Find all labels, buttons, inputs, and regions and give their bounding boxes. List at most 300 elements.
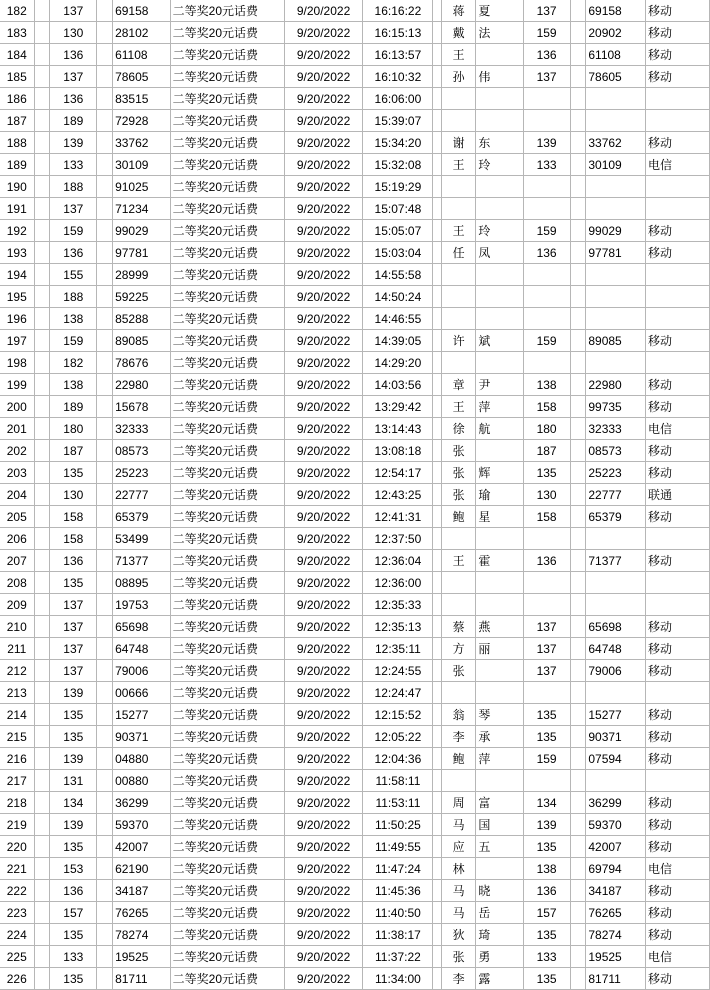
given-name-cell[interactable]: 凤: [476, 242, 523, 264]
suffix2-cell[interactable]: 61108: [586, 44, 646, 66]
table-row[interactable]: [0, 858, 710, 880]
row-header-cell[interactable]: 186: [0, 88, 34, 110]
suffix-cell[interactable]: 33762: [113, 132, 171, 154]
surname-cell[interactable]: 周: [441, 792, 476, 814]
prize-cell[interactable]: 二等奖20元话费: [170, 22, 284, 44]
time-cell[interactable]: 13:08:18: [363, 440, 433, 462]
time-cell[interactable]: 12:43:25: [363, 484, 433, 506]
given-name-cell[interactable]: 尹: [476, 374, 523, 396]
prefix-cell[interactable]: 182: [50, 352, 97, 374]
prefix2-cell[interactable]: 138: [523, 858, 570, 880]
suffix2-cell[interactable]: 71377: [586, 550, 646, 572]
prefix-cell[interactable]: 138: [50, 308, 97, 330]
time-cell[interactable]: 12:35:11: [363, 638, 433, 660]
prefix2-cell[interactable]: 130: [523, 484, 570, 506]
table-row[interactable]: [0, 594, 710, 616]
prefix2-cell[interactable]: 133: [523, 946, 570, 968]
suffix2-cell[interactable]: 64748: [586, 638, 646, 660]
carrier-cell[interactable]: [646, 198, 710, 220]
date-cell[interactable]: 9/20/2022: [284, 968, 363, 990]
prize-cell[interactable]: 二等奖20元话费: [170, 704, 284, 726]
prefix2-cell[interactable]: 158: [523, 506, 570, 528]
suffix2-cell[interactable]: 76265: [586, 902, 646, 924]
prefix-cell[interactable]: 136: [50, 550, 97, 572]
table-row[interactable]: [0, 264, 710, 286]
date-cell[interactable]: 9/20/2022: [284, 396, 363, 418]
carrier-cell[interactable]: 移动: [646, 968, 710, 990]
date-cell[interactable]: 9/20/2022: [284, 770, 363, 792]
suffix2-cell[interactable]: 32333: [586, 418, 646, 440]
surname-cell[interactable]: 徐: [441, 418, 476, 440]
prize-cell[interactable]: 二等奖20元话费: [170, 176, 284, 198]
given-name-cell[interactable]: [476, 88, 523, 110]
given-name-cell[interactable]: 玲: [476, 220, 523, 242]
date-cell[interactable]: 9/20/2022: [284, 330, 363, 352]
row-header-cell[interactable]: 192: [0, 220, 34, 242]
prefix-cell[interactable]: 136: [50, 880, 97, 902]
prefix-cell[interactable]: 136: [50, 44, 97, 66]
time-cell[interactable]: 11:34:00: [363, 968, 433, 990]
prefix-cell[interactable]: 134: [50, 792, 97, 814]
carrier-cell[interactable]: 联通: [646, 484, 710, 506]
date-cell[interactable]: 9/20/2022: [284, 176, 363, 198]
table-row[interactable]: [0, 440, 710, 462]
given-name-cell[interactable]: [476, 308, 523, 330]
prefix-cell[interactable]: 137: [50, 198, 97, 220]
time-cell[interactable]: 12:24:47: [363, 682, 433, 704]
suffix2-cell[interactable]: [586, 176, 646, 198]
surname-cell[interactable]: [441, 198, 476, 220]
table-row[interactable]: [0, 572, 710, 594]
table-row[interactable]: [0, 726, 710, 748]
suffix-cell[interactable]: 30109: [113, 154, 171, 176]
date-cell[interactable]: 9/20/2022: [284, 264, 363, 286]
suffix-cell[interactable]: 81711: [113, 968, 171, 990]
row-header-cell[interactable]: 203: [0, 462, 34, 484]
carrier-cell[interactable]: 移动: [646, 748, 710, 770]
row-header-cell[interactable]: 205: [0, 506, 34, 528]
suffix2-cell[interactable]: 07594: [586, 748, 646, 770]
time-cell[interactable]: 14:50:24: [363, 286, 433, 308]
prefix2-cell[interactable]: [523, 528, 570, 550]
suffix2-cell[interactable]: 78605: [586, 66, 646, 88]
suffix2-cell[interactable]: [586, 264, 646, 286]
prize-cell[interactable]: 二等奖20元话费: [170, 814, 284, 836]
table-row[interactable]: [0, 968, 710, 990]
suffix2-cell[interactable]: 99029: [586, 220, 646, 242]
surname-cell[interactable]: 章: [441, 374, 476, 396]
carrier-cell[interactable]: [646, 770, 710, 792]
given-name-cell[interactable]: [476, 440, 523, 462]
surname-cell[interactable]: [441, 264, 476, 286]
row-header-cell[interactable]: 209: [0, 594, 34, 616]
given-name-cell[interactable]: [476, 528, 523, 550]
row-header-cell[interactable]: 200: [0, 396, 34, 418]
carrier-cell[interactable]: [646, 308, 710, 330]
surname-cell[interactable]: 林: [441, 858, 476, 880]
table-row[interactable]: [0, 880, 710, 902]
time-cell[interactable]: 12:37:50: [363, 528, 433, 550]
prize-cell[interactable]: 二等奖20元话费: [170, 858, 284, 880]
given-name-cell[interactable]: 斌: [476, 330, 523, 352]
date-cell[interactable]: 9/20/2022: [284, 22, 363, 44]
table-row[interactable]: [0, 660, 710, 682]
surname-cell[interactable]: 王: [441, 396, 476, 418]
row-header-cell[interactable]: 195: [0, 286, 34, 308]
suffix2-cell[interactable]: [586, 286, 646, 308]
suffix2-cell[interactable]: [586, 682, 646, 704]
row-header-cell[interactable]: 201: [0, 418, 34, 440]
given-name-cell[interactable]: 露: [476, 968, 523, 990]
table-row[interactable]: [0, 616, 710, 638]
table-row[interactable]: [0, 418, 710, 440]
suffix2-cell[interactable]: 08573: [586, 440, 646, 462]
row-header-cell[interactable]: 184: [0, 44, 34, 66]
prize-cell[interactable]: 二等奖20元话费: [170, 88, 284, 110]
prefix2-cell[interactable]: 135: [523, 836, 570, 858]
suffix-cell[interactable]: 15678: [113, 396, 171, 418]
prefix2-cell[interactable]: [523, 176, 570, 198]
carrier-cell[interactable]: [646, 682, 710, 704]
suffix-cell[interactable]: 91025: [113, 176, 171, 198]
table-row[interactable]: [0, 704, 710, 726]
given-name-cell[interactable]: 萍: [476, 748, 523, 770]
time-cell[interactable]: 16:16:22: [363, 0, 433, 22]
row-header-cell[interactable]: 208: [0, 572, 34, 594]
prefix2-cell[interactable]: 139: [523, 132, 570, 154]
prefix2-cell[interactable]: 137: [523, 660, 570, 682]
prefix-cell[interactable]: 139: [50, 748, 97, 770]
given-name-cell[interactable]: [476, 286, 523, 308]
prize-cell[interactable]: 二等奖20元话费: [170, 330, 284, 352]
time-cell[interactable]: 12:04:36: [363, 748, 433, 770]
surname-cell[interactable]: 应: [441, 836, 476, 858]
prize-cell[interactable]: 二等奖20元话费: [170, 352, 284, 374]
suffix2-cell[interactable]: 89085: [586, 330, 646, 352]
table-row[interactable]: [0, 132, 710, 154]
carrier-cell[interactable]: 电信: [646, 418, 710, 440]
suffix-cell[interactable]: 78676: [113, 352, 171, 374]
date-cell[interactable]: 9/20/2022: [284, 682, 363, 704]
prize-cell[interactable]: 二等奖20元话费: [170, 154, 284, 176]
prefix2-cell[interactable]: [523, 264, 570, 286]
prefix-cell[interactable]: 158: [50, 506, 97, 528]
prefix2-cell[interactable]: 137: [523, 638, 570, 660]
date-cell[interactable]: 9/20/2022: [284, 572, 363, 594]
prefix2-cell[interactable]: 159: [523, 330, 570, 352]
table-row[interactable]: [0, 462, 710, 484]
prefix-cell[interactable]: 139: [50, 814, 97, 836]
suffix2-cell[interactable]: 34187: [586, 880, 646, 902]
time-cell[interactable]: 14:46:55: [363, 308, 433, 330]
prefix-cell[interactable]: 189: [50, 110, 97, 132]
prefix2-cell[interactable]: [523, 352, 570, 374]
given-name-cell[interactable]: [476, 264, 523, 286]
table-row[interactable]: [0, 902, 710, 924]
surname-cell[interactable]: [441, 110, 476, 132]
date-cell[interactable]: 9/20/2022: [284, 88, 363, 110]
prefix2-cell[interactable]: 136: [523, 880, 570, 902]
given-name-cell[interactable]: 夏: [476, 0, 523, 22]
prefix2-cell[interactable]: 137: [523, 616, 570, 638]
prize-cell[interactable]: 二等奖20元话费: [170, 462, 284, 484]
prefix-cell[interactable]: 180: [50, 418, 97, 440]
date-cell[interactable]: 9/20/2022: [284, 528, 363, 550]
given-name-cell[interactable]: 伟: [476, 66, 523, 88]
prefix-cell[interactable]: 188: [50, 176, 97, 198]
given-name-cell[interactable]: [476, 660, 523, 682]
row-header-cell[interactable]: 188: [0, 132, 34, 154]
suffix-cell[interactable]: 19753: [113, 594, 171, 616]
surname-cell[interactable]: [441, 308, 476, 330]
prefix-cell[interactable]: 135: [50, 462, 97, 484]
suffix-cell[interactable]: 64748: [113, 638, 171, 660]
date-cell[interactable]: 9/20/2022: [284, 132, 363, 154]
table-row[interactable]: [0, 638, 710, 660]
prize-cell[interactable]: 二等奖20元话费: [170, 594, 284, 616]
prefix-cell[interactable]: 135: [50, 924, 97, 946]
suffix-cell[interactable]: 65698: [113, 616, 171, 638]
given-name-cell[interactable]: 东: [476, 132, 523, 154]
table-row[interactable]: [0, 528, 710, 550]
prize-cell[interactable]: 二等奖20元话费: [170, 946, 284, 968]
prefix2-cell[interactable]: [523, 308, 570, 330]
suffix2-cell[interactable]: 22777: [586, 484, 646, 506]
prefix-cell[interactable]: 131: [50, 770, 97, 792]
suffix-cell[interactable]: 34187: [113, 880, 171, 902]
prefix2-cell[interactable]: [523, 594, 570, 616]
row-header-cell[interactable]: 207: [0, 550, 34, 572]
suffix-cell[interactable]: 71234: [113, 198, 171, 220]
carrier-cell[interactable]: 移动: [646, 660, 710, 682]
suffix2-cell[interactable]: 69158: [586, 0, 646, 22]
table-row[interactable]: [0, 220, 710, 242]
date-cell[interactable]: 9/20/2022: [284, 418, 363, 440]
prize-cell[interactable]: 二等奖20元话费: [170, 132, 284, 154]
row-header-cell[interactable]: 190: [0, 176, 34, 198]
carrier-cell[interactable]: 移动: [646, 0, 710, 22]
date-cell[interactable]: 9/20/2022: [284, 484, 363, 506]
table-row[interactable]: [0, 682, 710, 704]
time-cell[interactable]: 16:13:57: [363, 44, 433, 66]
surname-cell[interactable]: 鲍: [441, 748, 476, 770]
prefix2-cell[interactable]: 158: [523, 396, 570, 418]
surname-cell[interactable]: [441, 176, 476, 198]
table-row[interactable]: [0, 484, 710, 506]
prefix2-cell[interactable]: 136: [523, 44, 570, 66]
suffix-cell[interactable]: 85288: [113, 308, 171, 330]
suffix2-cell[interactable]: 20902: [586, 22, 646, 44]
prize-cell[interactable]: 二等奖20元话费: [170, 792, 284, 814]
date-cell[interactable]: 9/20/2022: [284, 836, 363, 858]
suffix2-cell[interactable]: 36299: [586, 792, 646, 814]
row-header-cell[interactable]: 204: [0, 484, 34, 506]
suffix-cell[interactable]: 32333: [113, 418, 171, 440]
carrier-cell[interactable]: 移动: [646, 880, 710, 902]
prefix-cell[interactable]: 157: [50, 902, 97, 924]
surname-cell[interactable]: [441, 682, 476, 704]
time-cell[interactable]: 16:15:13: [363, 22, 433, 44]
prize-cell[interactable]: 二等奖20元话费: [170, 528, 284, 550]
table-row[interactable]: [0, 110, 710, 132]
row-header-cell[interactable]: 189: [0, 154, 34, 176]
prefix-cell[interactable]: 159: [50, 330, 97, 352]
prize-cell[interactable]: 二等奖20元话费: [170, 836, 284, 858]
prefix2-cell[interactable]: 133: [523, 154, 570, 176]
carrier-cell[interactable]: 移动: [646, 374, 710, 396]
prefix2-cell[interactable]: [523, 88, 570, 110]
carrier-cell[interactable]: [646, 352, 710, 374]
suffix-cell[interactable]: 42007: [113, 836, 171, 858]
carrier-cell[interactable]: 移动: [646, 66, 710, 88]
suffix2-cell[interactable]: 33762: [586, 132, 646, 154]
prize-cell[interactable]: 二等奖20元话费: [170, 572, 284, 594]
suffix2-cell[interactable]: [586, 770, 646, 792]
prefix-cell[interactable]: 153: [50, 858, 97, 880]
prefix2-cell[interactable]: 159: [523, 748, 570, 770]
time-cell[interactable]: 15:03:04: [363, 242, 433, 264]
table-row[interactable]: [0, 66, 710, 88]
time-cell[interactable]: 14:03:56: [363, 374, 433, 396]
suffix2-cell[interactable]: 19525: [586, 946, 646, 968]
carrier-cell[interactable]: 移动: [646, 638, 710, 660]
surname-cell[interactable]: 方: [441, 638, 476, 660]
prefix-cell[interactable]: 136: [50, 88, 97, 110]
suffix-cell[interactable]: 25223: [113, 462, 171, 484]
suffix2-cell[interactable]: [586, 594, 646, 616]
prefix-cell[interactable]: 158: [50, 528, 97, 550]
table-row[interactable]: [0, 308, 710, 330]
suffix-cell[interactable]: 99029: [113, 220, 171, 242]
prefix2-cell[interactable]: 135: [523, 726, 570, 748]
prefix2-cell[interactable]: [523, 110, 570, 132]
prize-cell[interactable]: 二等奖20元话费: [170, 660, 284, 682]
carrier-cell[interactable]: 移动: [646, 132, 710, 154]
prize-cell[interactable]: 二等奖20元话费: [170, 374, 284, 396]
date-cell[interactable]: 9/20/2022: [284, 814, 363, 836]
date-cell[interactable]: 9/20/2022: [284, 110, 363, 132]
prefix-cell[interactable]: 135: [50, 572, 97, 594]
row-header-cell[interactable]: 199: [0, 374, 34, 396]
row-header-cell[interactable]: 185: [0, 66, 34, 88]
row-header-cell[interactable]: 197: [0, 330, 34, 352]
row-header-cell[interactable]: 213: [0, 682, 34, 704]
prefix2-cell[interactable]: [523, 286, 570, 308]
carrier-cell[interactable]: 电信: [646, 858, 710, 880]
surname-cell[interactable]: 马: [441, 814, 476, 836]
prize-cell[interactable]: 二等奖20元话费: [170, 726, 284, 748]
suffix2-cell[interactable]: [586, 528, 646, 550]
suffix2-cell[interactable]: 22980: [586, 374, 646, 396]
row-header-cell[interactable]: 194: [0, 264, 34, 286]
prefix2-cell[interactable]: 135: [523, 462, 570, 484]
given-name-cell[interactable]: 法: [476, 22, 523, 44]
suffix-cell[interactable]: 15277: [113, 704, 171, 726]
prefix-cell[interactable]: 137: [50, 660, 97, 682]
carrier-cell[interactable]: [646, 528, 710, 550]
carrier-cell[interactable]: 移动: [646, 902, 710, 924]
carrier-cell[interactable]: [646, 264, 710, 286]
given-name-cell[interactable]: 琦: [476, 924, 523, 946]
prize-cell[interactable]: 二等奖20元话费: [170, 880, 284, 902]
suffix2-cell[interactable]: [586, 88, 646, 110]
carrier-cell[interactable]: [646, 594, 710, 616]
prefix2-cell[interactable]: 187: [523, 440, 570, 462]
table-row[interactable]: [0, 748, 710, 770]
date-cell[interactable]: 9/20/2022: [284, 924, 363, 946]
row-header-cell[interactable]: 224: [0, 924, 34, 946]
prize-cell[interactable]: 二等奖20元话费: [170, 0, 284, 22]
prefix-cell[interactable]: 135: [50, 968, 97, 990]
suffix-cell[interactable]: 53499: [113, 528, 171, 550]
row-header-cell[interactable]: 225: [0, 946, 34, 968]
prefix2-cell[interactable]: 136: [523, 550, 570, 572]
prefix2-cell[interactable]: 135: [523, 968, 570, 990]
prize-cell[interactable]: 二等奖20元话费: [170, 44, 284, 66]
prefix-cell[interactable]: 137: [50, 594, 97, 616]
date-cell[interactable]: 9/20/2022: [284, 286, 363, 308]
prefix-cell[interactable]: 137: [50, 638, 97, 660]
row-header-cell[interactable]: 214: [0, 704, 34, 726]
suffix-cell[interactable]: 78605: [113, 66, 171, 88]
surname-cell[interactable]: 戴: [441, 22, 476, 44]
date-cell[interactable]: 9/20/2022: [284, 660, 363, 682]
date-cell[interactable]: 9/20/2022: [284, 946, 363, 968]
carrier-cell[interactable]: 移动: [646, 792, 710, 814]
surname-cell[interactable]: [441, 286, 476, 308]
suffix-cell[interactable]: 76265: [113, 902, 171, 924]
suffix-cell[interactable]: 72928: [113, 110, 171, 132]
table-row[interactable]: [0, 44, 710, 66]
prize-cell[interactable]: 二等奖20元话费: [170, 286, 284, 308]
surname-cell[interactable]: [441, 352, 476, 374]
given-name-cell[interactable]: 星: [476, 506, 523, 528]
time-cell[interactable]: 11:45:36: [363, 880, 433, 902]
prefix-cell[interactable]: 139: [50, 132, 97, 154]
date-cell[interactable]: 9/20/2022: [284, 880, 363, 902]
time-cell[interactable]: 15:32:08: [363, 154, 433, 176]
date-cell[interactable]: 9/20/2022: [284, 440, 363, 462]
suffix-cell[interactable]: 36299: [113, 792, 171, 814]
prize-cell[interactable]: 二等奖20元话费: [170, 550, 284, 572]
prefix-cell[interactable]: 159: [50, 220, 97, 242]
suffix2-cell[interactable]: 78274: [586, 924, 646, 946]
time-cell[interactable]: 12:41:31: [363, 506, 433, 528]
table-row[interactable]: [0, 242, 710, 264]
time-cell[interactable]: 12:36:00: [363, 572, 433, 594]
suffix-cell[interactable]: 69158: [113, 0, 171, 22]
prize-cell[interactable]: 二等奖20元话费: [170, 506, 284, 528]
surname-cell[interactable]: 王: [441, 220, 476, 242]
carrier-cell[interactable]: 移动: [646, 220, 710, 242]
row-header-cell[interactable]: 217: [0, 770, 34, 792]
carrier-cell[interactable]: [646, 110, 710, 132]
suffix2-cell[interactable]: 15277: [586, 704, 646, 726]
row-header-cell[interactable]: 222: [0, 880, 34, 902]
table-row[interactable]: [0, 550, 710, 572]
prefix2-cell[interactable]: 135: [523, 924, 570, 946]
suffix-cell[interactable]: 28999: [113, 264, 171, 286]
time-cell[interactable]: 11:58:11: [363, 770, 433, 792]
table-row[interactable]: [0, 396, 710, 418]
time-cell[interactable]: 11:37:22: [363, 946, 433, 968]
table-row[interactable]: [0, 792, 710, 814]
date-cell[interactable]: 9/20/2022: [284, 902, 363, 924]
table-row[interactable]: [0, 946, 710, 968]
carrier-cell[interactable]: 移动: [646, 506, 710, 528]
time-cell[interactable]: 14:55:58: [363, 264, 433, 286]
suffix2-cell[interactable]: [586, 308, 646, 330]
